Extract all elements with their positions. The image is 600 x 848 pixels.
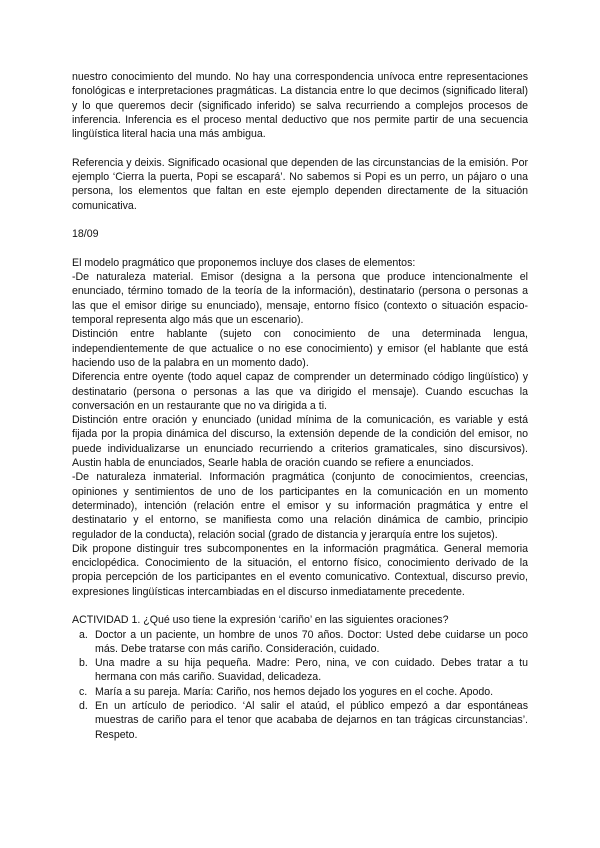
list-item bbox=[72, 656, 528, 685]
list-item bbox=[72, 699, 528, 742]
list-marker: c. bbox=[79, 685, 88, 698]
paragraph-material: -De naturaleza material. Emisor (designa a la persona que produce intencionalmente el enunciado, término tomado de la teoría de la información), destinatario (persona o personas a las que el emisor dirige su enunciado), mensaje, entorno físico (contexto o situación espacio-temporal representa algo más que un escenario). bbox=[72, 271, 528, 327]
document-page bbox=[72, 70, 528, 742]
list-item-text: Una madre a su hija pequeña. Madre: Pero, nina, ve con cuidado. Debes tratar a tu hermana con más cariño. Suavidad, delicadeza. bbox=[95, 657, 528, 684]
list-item bbox=[72, 685, 528, 699]
paragraph-model-intro: El modelo pragmático que proponemos incluye dos clases de elementos: bbox=[72, 256, 416, 269]
paragraph-immaterial: -De naturaleza inmaterial. Información pragmática (conjunto de conocimientos, creencias, opiniones y sentimientos de uno de los participantes en la comunicación en un momento determinado), intención (relación entre el emisor y su información pragmática y entre el destinatario y el entorno, se manifiesta como una relación dinámica de cambio, principio regulador de la conducta), relación social (grado de distancia y jerarquía entre los sujetos). bbox=[72, 471, 528, 541]
list-item bbox=[72, 628, 528, 657]
list-marker: d. bbox=[79, 700, 88, 713]
activity-title: ACTIVIDAD 1. ¿Qué uso tiene la expresión ‘cariño’ en las siguientes oraciones? bbox=[72, 614, 449, 627]
list-marker: a. bbox=[79, 628, 88, 641]
list-marker: b. bbox=[79, 657, 88, 670]
paragraph-inference: nuestro conocimiento del mundo. No hay una correspondencia unívoca entre representaciones fonológicas e interpretaciones pragmáticas. La distancia entre lo que decimos (significado literal) y lo que queremos decir (significado inferido) se salva recurriendo a complejos procesos de inferencia. Inferencia es el proceso mental deductivo que nos permite partir de una secuencia lingüística literal hacia una más ambigua. bbox=[72, 71, 528, 141]
activity-list bbox=[72, 628, 528, 742]
paragraph-dik: Dik propone distinguir tres subcomponentes en la información pragmática. General memoria enciclopédica. Conocimiento de la situación, el entorno físico, conocimiento derivado de la propia percepción de los participantes en el evento comunicativo. Contextual, discurso previo, expresiones lingüísticas intercambiadas en el discurso inmediatamente precedente. bbox=[72, 542, 528, 598]
paragraph-listener-recipient: Diferencia entre oyente (todo aquel capaz de comprender un determinado código lingüístico) y destinatario (persona o personas a las que va dirigido el mensaje). Cuando escuchas la conversación en un restaurante que no va dirigida a ti. bbox=[72, 371, 528, 412]
date-heading: 18/09 bbox=[72, 228, 99, 241]
paragraph-speaker-emitter: Distinción entre hablante (sujeto con conocimiento de una determinada lengua, independientemente de que actualice o no ese conocimiento) y emisor (el hablante que está haciendo uso de la palabra en un momento dado). bbox=[72, 328, 528, 369]
list-item-text: En un artículo de periodico. ‘Al salir el ataúd, el público empezó a dar espontáneas muestras de cariño para el tenor que acababa de dejarnos en tan trágicas circunstancias’. Respeto. bbox=[95, 700, 528, 741]
paragraph-deixis: Referencia y deixis. Significado ocasional que dependen de las circunstancias de la emisión. Por ejemplo ‘Cierra la puerta, Popi se escapará’. No sabemos si Popi es un perro, un pájaro o una persona, los elementos que faltan en este ejemplo dependen directamente de la situación comunicativa. bbox=[72, 156, 528, 212]
paragraph-sentence-utterance: Distinción entre oración y enunciado (unidad mínima de la comunicación, es variable y está fijada por la propia dinámica del discurso, la extensión depende de la condición del emisor, no puede individualizarse un enunciado recurriendo a criterios gramaticales, sino discursivos). Austin habla de enunciados, Searle habla de oración cuando se refiere a enunciados. bbox=[72, 414, 528, 470]
list-item-text: Doctor a un paciente, un hombre de unos 70 años. Doctor: Usted debe cuidarse un poco más. Debe tratarse con más cariño. Consideración, cuidado. bbox=[95, 628, 528, 655]
list-item-text: María a su pareja. María: Cariño, nos hemos dejado los yogures en el coche. Apodo. bbox=[95, 685, 494, 698]
